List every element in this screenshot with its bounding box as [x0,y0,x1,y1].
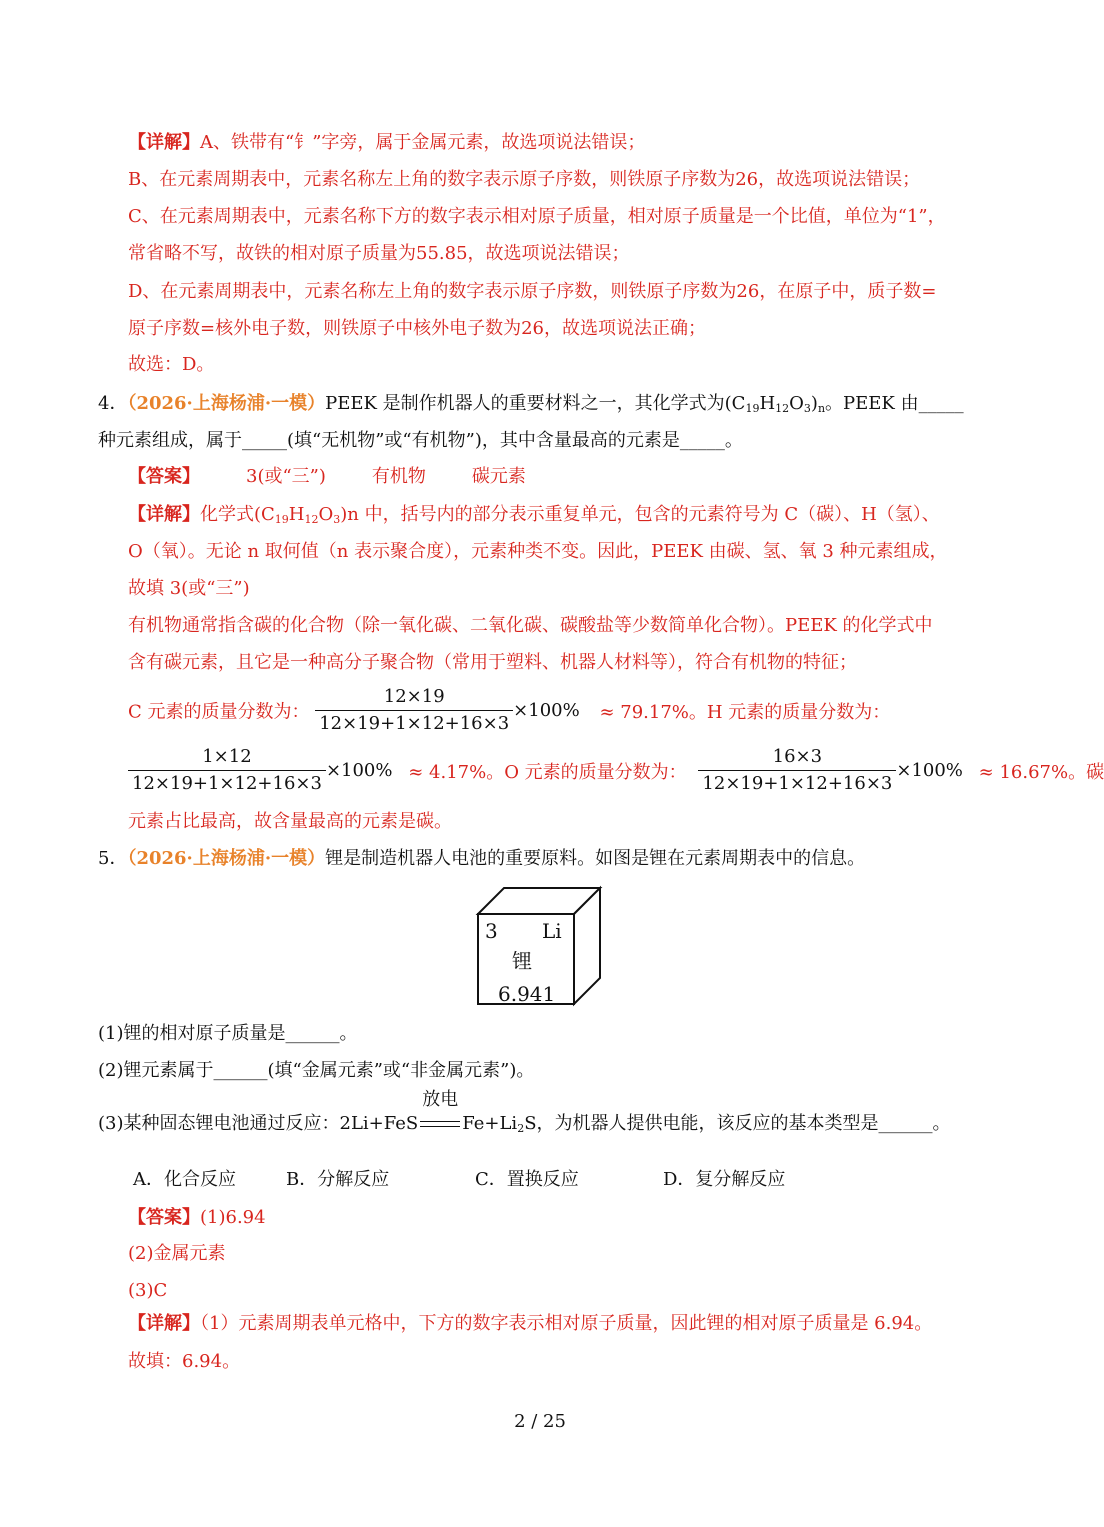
q4-stem-line1: 4．（2026·上海杨浦·一模）PEEK 是制作机器人的重要材料之一，其化学式为$(C_{19}H_{12}O_3)_n$。PEEK 由_____ [98,393,964,415]
option-d: D．复分解反应 [663,1169,786,1190]
detail-label: 【详解】 [128,1313,200,1334]
answer-3: 碳元素 [471,466,526,487]
option-b: B．分解反应 [286,1169,390,1190]
answer-2: 有机物 [371,466,426,487]
cell-atomic-mass: 6.941 [498,982,556,1006]
detail-label: 【详解】 [128,504,200,525]
q4-conclusion: 元素占比最高，故含量最高的元素是碳。 [128,811,452,832]
q3-detail-line-d1: D、在元素周期表中，元素名称左上角的数字表示原子序数，则铁原子序数为26，在原子中，质子数= [128,281,937,302]
q4-detail-line5: 含有碳元素，且它是一种高分子聚合物（常用于塑料、机器人材料等），符合有机物的特征； [128,652,857,673]
reaction-condition: 放电 [422,1089,459,1110]
page-number: 2 / 25 [514,1411,566,1432]
answer-label: 【答案】 [128,466,200,487]
q3-detail-line-b: B、在元素周期表中，元素名称左上角的数字表示原子序数，则铁原子序数为26，故选项说法错误； [128,169,921,190]
detail-label: 【详解】 [128,132,200,153]
q5-answer-3: (3)C [128,1280,168,1301]
question-number: 4． [98,393,128,414]
h-fraction: $\frac{1\times 12}{12\times 19+1\times 12+16\times 3}$ [128,746,326,795]
question-number: 5． [98,848,128,869]
q5-detail-line2: 故填：6.94。 [128,1351,241,1372]
q3-detail-line-c2: 常省略不写，故铁的相对原子质量为55.85，故选项说法错误； [128,243,630,264]
q3-detail-line-c1: C、在元素周期表中，元素名称下方的数字表示相对原子质量，相对原子质量是一个比值，单位为“1”， [128,206,946,227]
q4-h-o-fraction-line: $\frac{1\times 12}{12\times 19+1\times 12+16\times 3}$ ×100% ≈ 4.17%。O 元素的质量分数为： $\frac{16\times 3}{12\times 19+1\times 12+16\times 3}$ ×100% ≈ 16.67%。碳 [128,746,1104,795]
q4-stem-line2: 种元素组成，属于_____(填“无机物”或“有机物”)，其中含量最高的元素是_____。 [98,430,743,451]
cell-element-name: 锂 [512,949,532,973]
cell-atomic-number: 3 [485,919,498,943]
q5-detail-line1: 【详解】（1）元素周期表单元格中，下方的数字表示相对原子质量，因此锂的相对原子质量是 6.94。 [128,1313,933,1334]
answer-label: 【答案】 [128,1207,200,1228]
q5-answer-1: 【答案】(1)6.94 [128,1207,266,1228]
q5-answer-2: (2)金属元素 [128,1243,226,1264]
reaction-arrow [418,1089,462,1137]
q5-sub1: (1)锂的相对原子质量是______。 [98,1023,358,1044]
answer-1: 3(或“三”) [246,466,326,487]
o-fraction: $\frac{16\times 3}{12\times 19+1\times 12+16\times 3}$ [698,746,896,795]
q5-stem: 5．（2026·上海杨浦·一模）锂是制造机器人电池的重要原料。如图是锂在元素周期表中的信息。 [98,848,866,869]
option-c: C．置换反应 [475,1169,579,1190]
detail-text: A、铁带有“钅”字旁，属于金属元素，故选项说法错误； [200,132,646,153]
q3-choice: 故选：D。 [128,354,215,375]
option-a: A．化合反应 [133,1169,236,1190]
c-fraction: $\frac{12\times 19}{12\times 19+1\times 12+16\times 3}$ [315,686,513,735]
q4-detail-line3: 故填 3(或“三”) [128,578,250,599]
q4-detail-line1: 【详解】化学式$(C_{19}H_{12}O_3)n$ 中，括号内的部分表示重复单元，包含的元素符号为 C（碳）、H（氢）、 [128,504,940,526]
q4-detail-line4: 有机物通常指含碳的化合物（除一氧化碳、二氧化碳、碳酸盐等少数简单化合物）。PEEK 的化学式中 [128,615,933,636]
q5-sub3: (3)某种固态锂电池通过反应：2Li+FeS 放电 $Fe+Li_2S$，为机器人提供电能，该反应的基本类型是______。 [98,1089,951,1135]
question-source: （2026·上海杨浦·一模） [127,393,326,414]
q5-sub2: (2)锂元素属于______(填“金属元素”或“非金属元素”)。 [98,1060,535,1081]
cell-symbol: Li [542,919,562,943]
question-source: （2026·上海杨浦·一模） [127,848,326,869]
q4-c-fraction-line: C 元素的质量分数为： $\frac{12\times 19}{12\times 19+1\times 12+16\times 3}$ ×100% ≈ 79.17%。H 元素的质量分数为： [128,686,891,734]
q4-answer [128,464,526,490]
q4-detail-line2: O（氧）。无论 n 取何值（n 表示聚合度），元素种类不变。因此，PEEK 由碳、氢、氧 3 种元素组成， [128,541,948,562]
q3-detail-line-d2: 原子序数=核外电子数，则铁原子中核外电子数为26，故选项说法正确； [128,318,706,339]
q3-detail-line-a [128,130,645,156]
